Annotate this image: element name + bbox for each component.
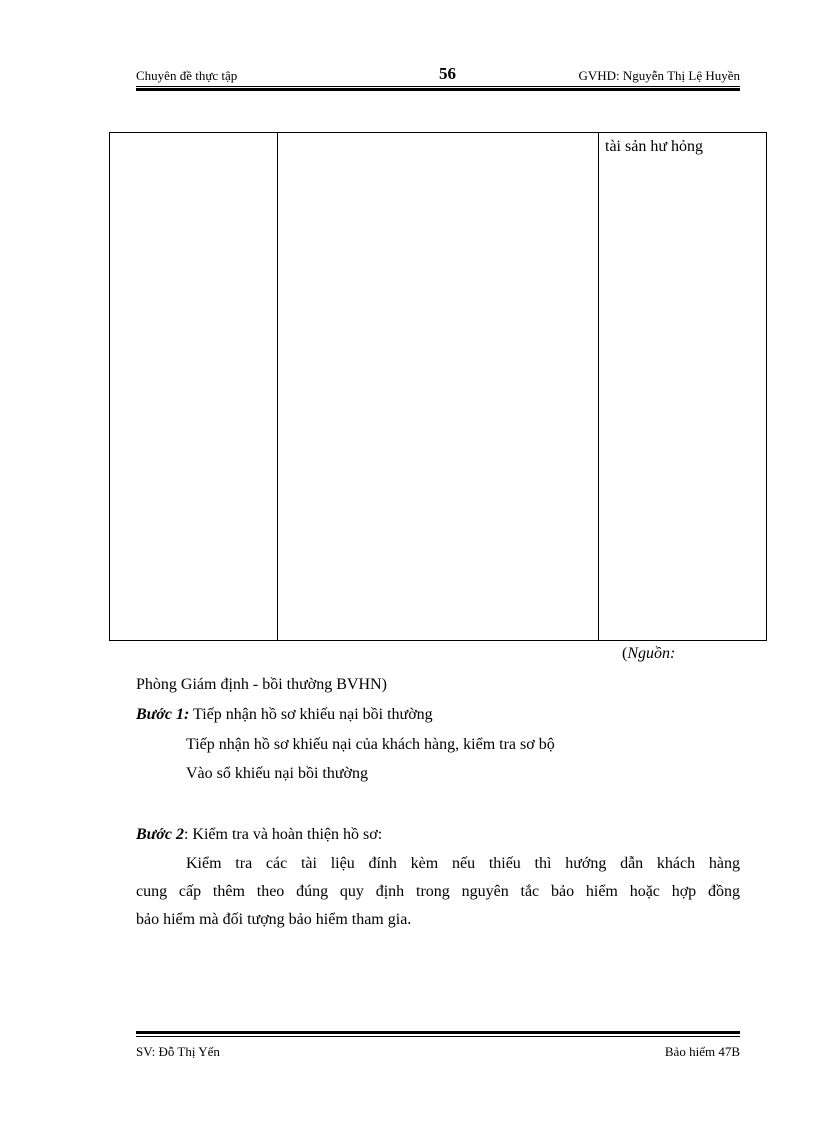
step1-line1: Tiếp nhận hồ sơ khiếu nại của khách hàng, kiểm tra sơ bộ <box>186 736 555 753</box>
step1-title: Tiếp nhận hồ sơ khiếu nại bồi thường <box>189 706 433 723</box>
table-column-divider-2 <box>598 133 599 640</box>
header-advisor: GVHD: Nguyễn Thị Lệ Huyền <box>578 68 740 83</box>
header-rule-thick <box>136 88 740 91</box>
source-note-line2: Phòng Giám định - bồi thường BVHN) <box>136 676 387 693</box>
source-label: Nguồn: <box>627 645 676 662</box>
table-cell-text: tài sản hư hỏng <box>605 138 703 155</box>
footer-student: SV: Đỗ Thị Yến <box>136 1044 220 1059</box>
step2-para-line2: cung cấp thêm theo đúng quy định trong nguyên tắc bảo hiểm hoặc hợp đồng <box>136 883 740 900</box>
footer-class: Bảo hiểm 47B <box>664 1044 740 1059</box>
footer-rule-thick <box>136 1031 740 1034</box>
step2-paragraph <box>136 850 740 934</box>
source-note-line1: (Nguồn: <box>622 645 676 662</box>
step1-line2: Vào sổ khiếu nại bồi thường <box>186 765 368 782</box>
page-header <box>136 64 740 86</box>
step2-label: Bước 2 <box>136 826 184 843</box>
table-column-divider-1 <box>277 133 278 640</box>
step2-para-line3: bảo hiểm mà đối tượng bảo hiểm tham gia. <box>136 911 412 928</box>
step1-label: Bước 1: <box>136 706 190 723</box>
footer-rule-thin <box>136 1036 740 1037</box>
page-number: 56 <box>439 64 456 83</box>
table-continuation <box>109 132 767 641</box>
step2-heading <box>136 826 382 844</box>
header-rule-thin <box>136 86 740 87</box>
step2-para-line1: Kiểm tra các tài liệu đính kèm nếu thiếu thì hướng dẫn khách hàng <box>186 855 740 872</box>
header-title: Chuyên đề thực tập <box>136 68 238 83</box>
step1-heading <box>136 706 433 724</box>
step2-title: : Kiểm tra và hoàn thiện hồ sơ: <box>183 826 383 843</box>
